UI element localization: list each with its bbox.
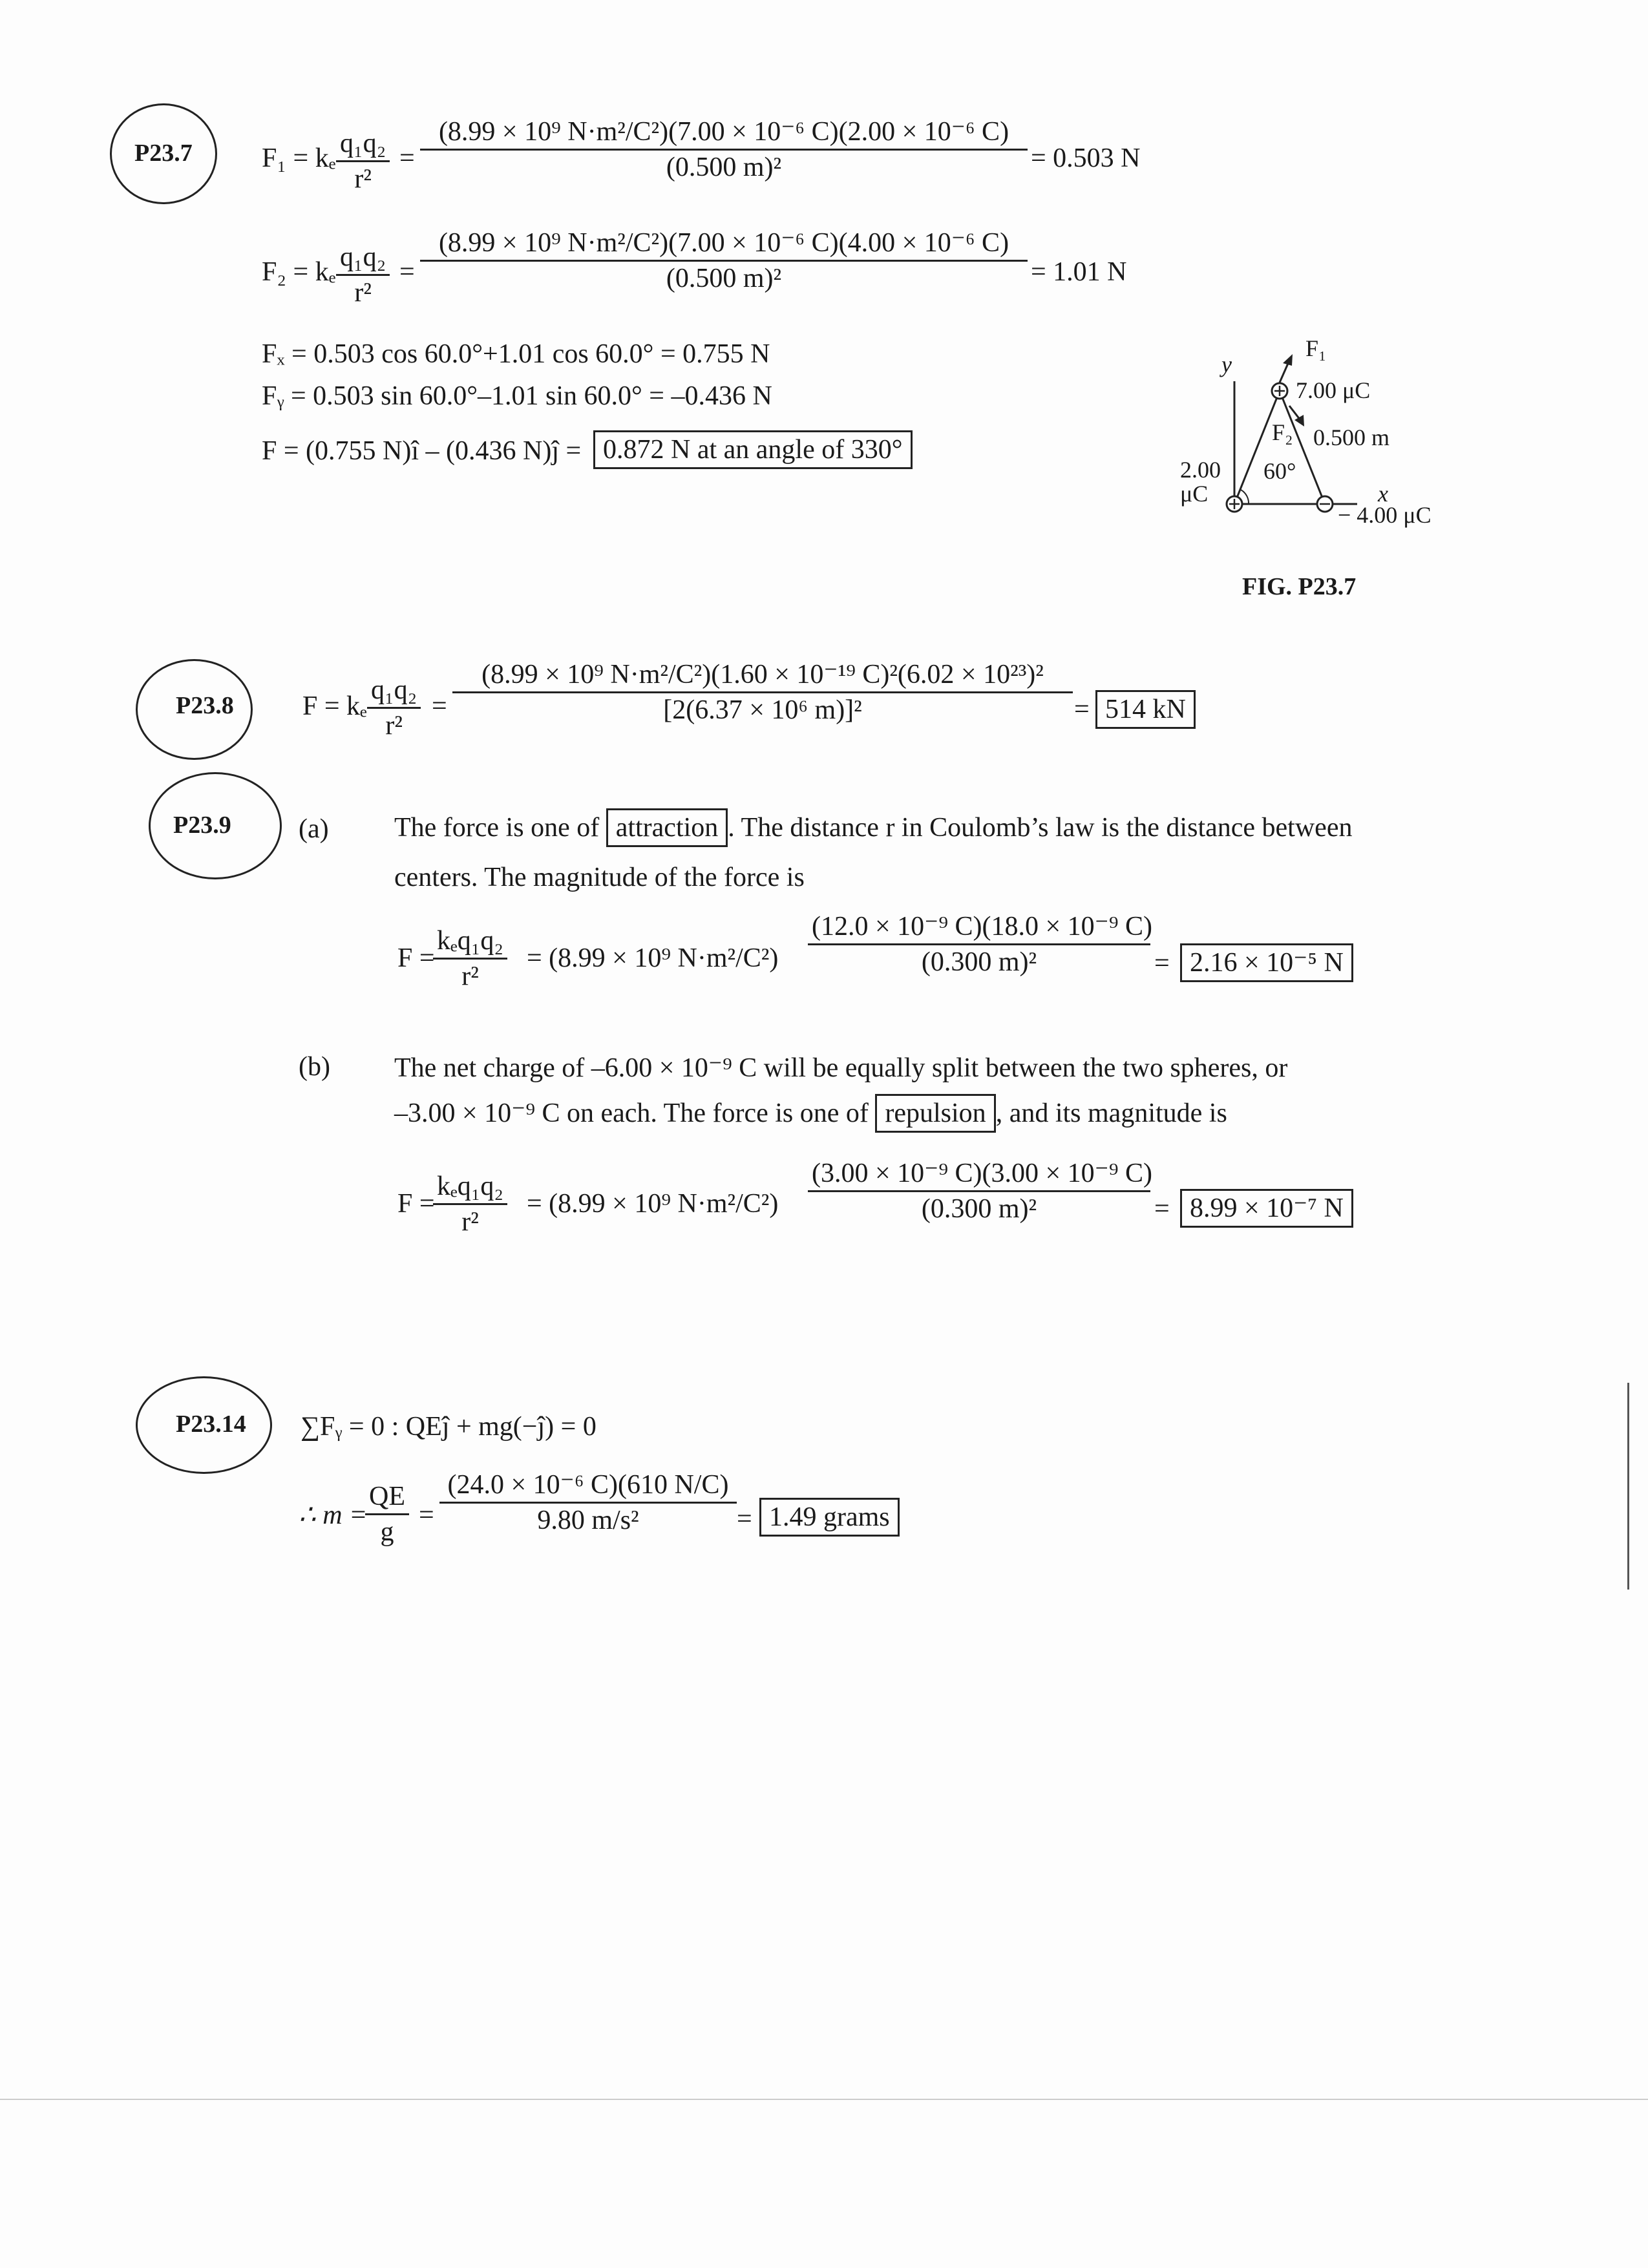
p23-9-b-equals: = — [1154, 1194, 1170, 1224]
right-rule — [1627, 1383, 1629, 1590]
p23-9-b-main-fraction: (3.00 × 10⁻⁹ C)(3.00 × 10⁻⁹ C) (0.300 m)² — [808, 1157, 1150, 1224]
p23-8-qq-fraction: q₁q₂ r² — [367, 675, 421, 741]
answer-box-repulsion: repulsion — [875, 1094, 995, 1133]
answer-box-p23-7: 0.872 N at an angle of 330° — [593, 430, 913, 469]
problem-label-p23-14: P23.14 — [176, 1411, 246, 1438]
fvec-equation: F = (0.755 N)î – (0.436 N)ĵ = — [262, 436, 582, 466]
p23-9-b-lhs: F = — [397, 1189, 435, 1219]
p23-9-a-line2: centers. The magnitude of the force is — [394, 863, 805, 892]
fy-equation: Fᵧ = 0.503 sin 60.0°–1.01 sin 60.0° = –0.436 N — [262, 381, 772, 411]
answer-box-p23-14: 1.49 grams — [759, 1498, 900, 1537]
fig-q-left-label-1: 2.00 — [1180, 457, 1221, 483]
f2-equals: = — [399, 257, 415, 287]
p23-9-b-line2 — [394, 1098, 1227, 1128]
fig-x-axis-label: x — [1378, 481, 1388, 507]
p23-9-a-text-post: . The distance r in Coulomb’s law is the distance between — [728, 813, 1353, 843]
p23-14-line1: ∑Fᵧ = 0 : QEĵ + mg(−ĵ) = 0 — [301, 1412, 597, 1442]
p23-8-lhs: F = kₑ — [302, 691, 367, 721]
problem-label-p23-7: P23.7 — [134, 140, 193, 167]
p23-14-qe-fraction: QE g — [365, 1481, 409, 1548]
p23-9-a-text-pre: The force is one of — [394, 813, 600, 843]
p23-9-b-line1: The net charge of –6.00 × 10⁻⁹ C will be equally split between the two spheres, or — [394, 1053, 1288, 1083]
problem-label-p23-9: P23.9 — [173, 812, 231, 839]
p23-9-a-lhs: F = — [397, 943, 435, 973]
p23-9-a-kqq-fraction: kₑq₁q₂ r² — [433, 925, 507, 992]
fx-equation: Fₓ = 0.503 cos 60.0°+1.01 cos 60.0° = 0.755 N — [262, 339, 770, 369]
figure-caption: FIG. P23.7 — [1242, 573, 1357, 600]
f1-qq-fraction: q₁q₂ r² — [336, 128, 390, 194]
fig-distance-label: 0.500 m — [1313, 425, 1390, 450]
fig-f2-label: F₂ — [1272, 419, 1293, 445]
p23-9-a-equals: = — [1154, 949, 1170, 978]
fig-q-right-label: − 4.00 μC — [1338, 502, 1431, 528]
f2-main-fraction: (8.99 × 10⁹ N·m²/C²)(7.00 × 10⁻⁶ C)(4.00 × 10⁻⁶ C) (0.500 m)² — [420, 226, 1028, 294]
f1-equals: = — [399, 143, 415, 173]
f2-qq-fraction: q₁q₂ r² — [336, 242, 390, 308]
fig-y-axis-label: y — [1221, 352, 1232, 377]
p23-8-equals-2: = — [1074, 695, 1090, 724]
p23-9-a-constant: = (8.99 × 10⁹ N·m²/C²) — [527, 943, 779, 973]
f1-lhs: F₁ = kₑ — [262, 143, 336, 173]
p23-9-b-kqq-fraction: kₑq₁q₂ r² — [433, 1171, 507, 1237]
fig-angle-label: 60° — [1263, 458, 1296, 484]
fig-f1-label: F₁ — [1305, 335, 1327, 361]
f1-result: = 0.503 N — [1031, 143, 1141, 173]
p23-14-equals-2: = — [737, 1504, 752, 1534]
answer-box-p23-9-b: 8.99 × 10⁻⁷ N — [1180, 1189, 1353, 1228]
p23-14-lhs: ∴ m = — [299, 1500, 368, 1530]
bottom-rule — [0, 2099, 1648, 2100]
p23-9-b-text-post: , and its magnitude is — [995, 1098, 1227, 1128]
p23-9-b-label: (b) — [299, 1052, 330, 1082]
p23-14-equals: = — [419, 1500, 434, 1530]
answer-box-p23-8: 514 kN — [1095, 690, 1196, 729]
p23-8-main-fraction: (8.99 × 10⁹ N·m²/C²)(1.60 × 10⁻¹⁹ C)²(6.02 × 10²³)² [2(6.37 × 10⁶ m)]² — [452, 658, 1073, 726]
answer-box-attraction: attraction — [606, 808, 728, 847]
f2-lhs: F₂ = kₑ — [262, 257, 336, 287]
fig-q-top-label: 7.00 μC — [1296, 377, 1371, 403]
f2-result: = 1.01 N — [1031, 257, 1127, 287]
answer-box-p23-9-a: 2.16 × 10⁻⁵ N — [1180, 943, 1353, 982]
f1-main-fraction: (8.99 × 10⁹ N·m²/C²)(7.00 × 10⁻⁶ C)(2.00 × 10⁻⁶ C) (0.500 m)² — [420, 115, 1028, 183]
p23-9-a-main-fraction: (12.0 × 10⁻⁹ C)(18.0 × 10⁻⁹ C) (0.300 m)² — [808, 910, 1150, 978]
p23-8-equals: = — [432, 691, 447, 721]
p23-9-a-label: (a) — [299, 814, 329, 844]
p23-9-a-line1 — [394, 813, 1352, 843]
problem-label-p23-8: P23.8 — [176, 692, 234, 719]
p23-9-b-constant: = (8.99 × 10⁹ N·m²/C²) — [527, 1189, 779, 1219]
p23-9-b-text-pre: –3.00 × 10⁻⁹ C on each. The force is one of — [394, 1098, 869, 1128]
p23-14-main-fraction: (24.0 × 10⁻⁶ C)(610 N/C) 9.80 m/s² — [439, 1468, 737, 1536]
fig-q-left-label-2: μC — [1180, 481, 1209, 507]
